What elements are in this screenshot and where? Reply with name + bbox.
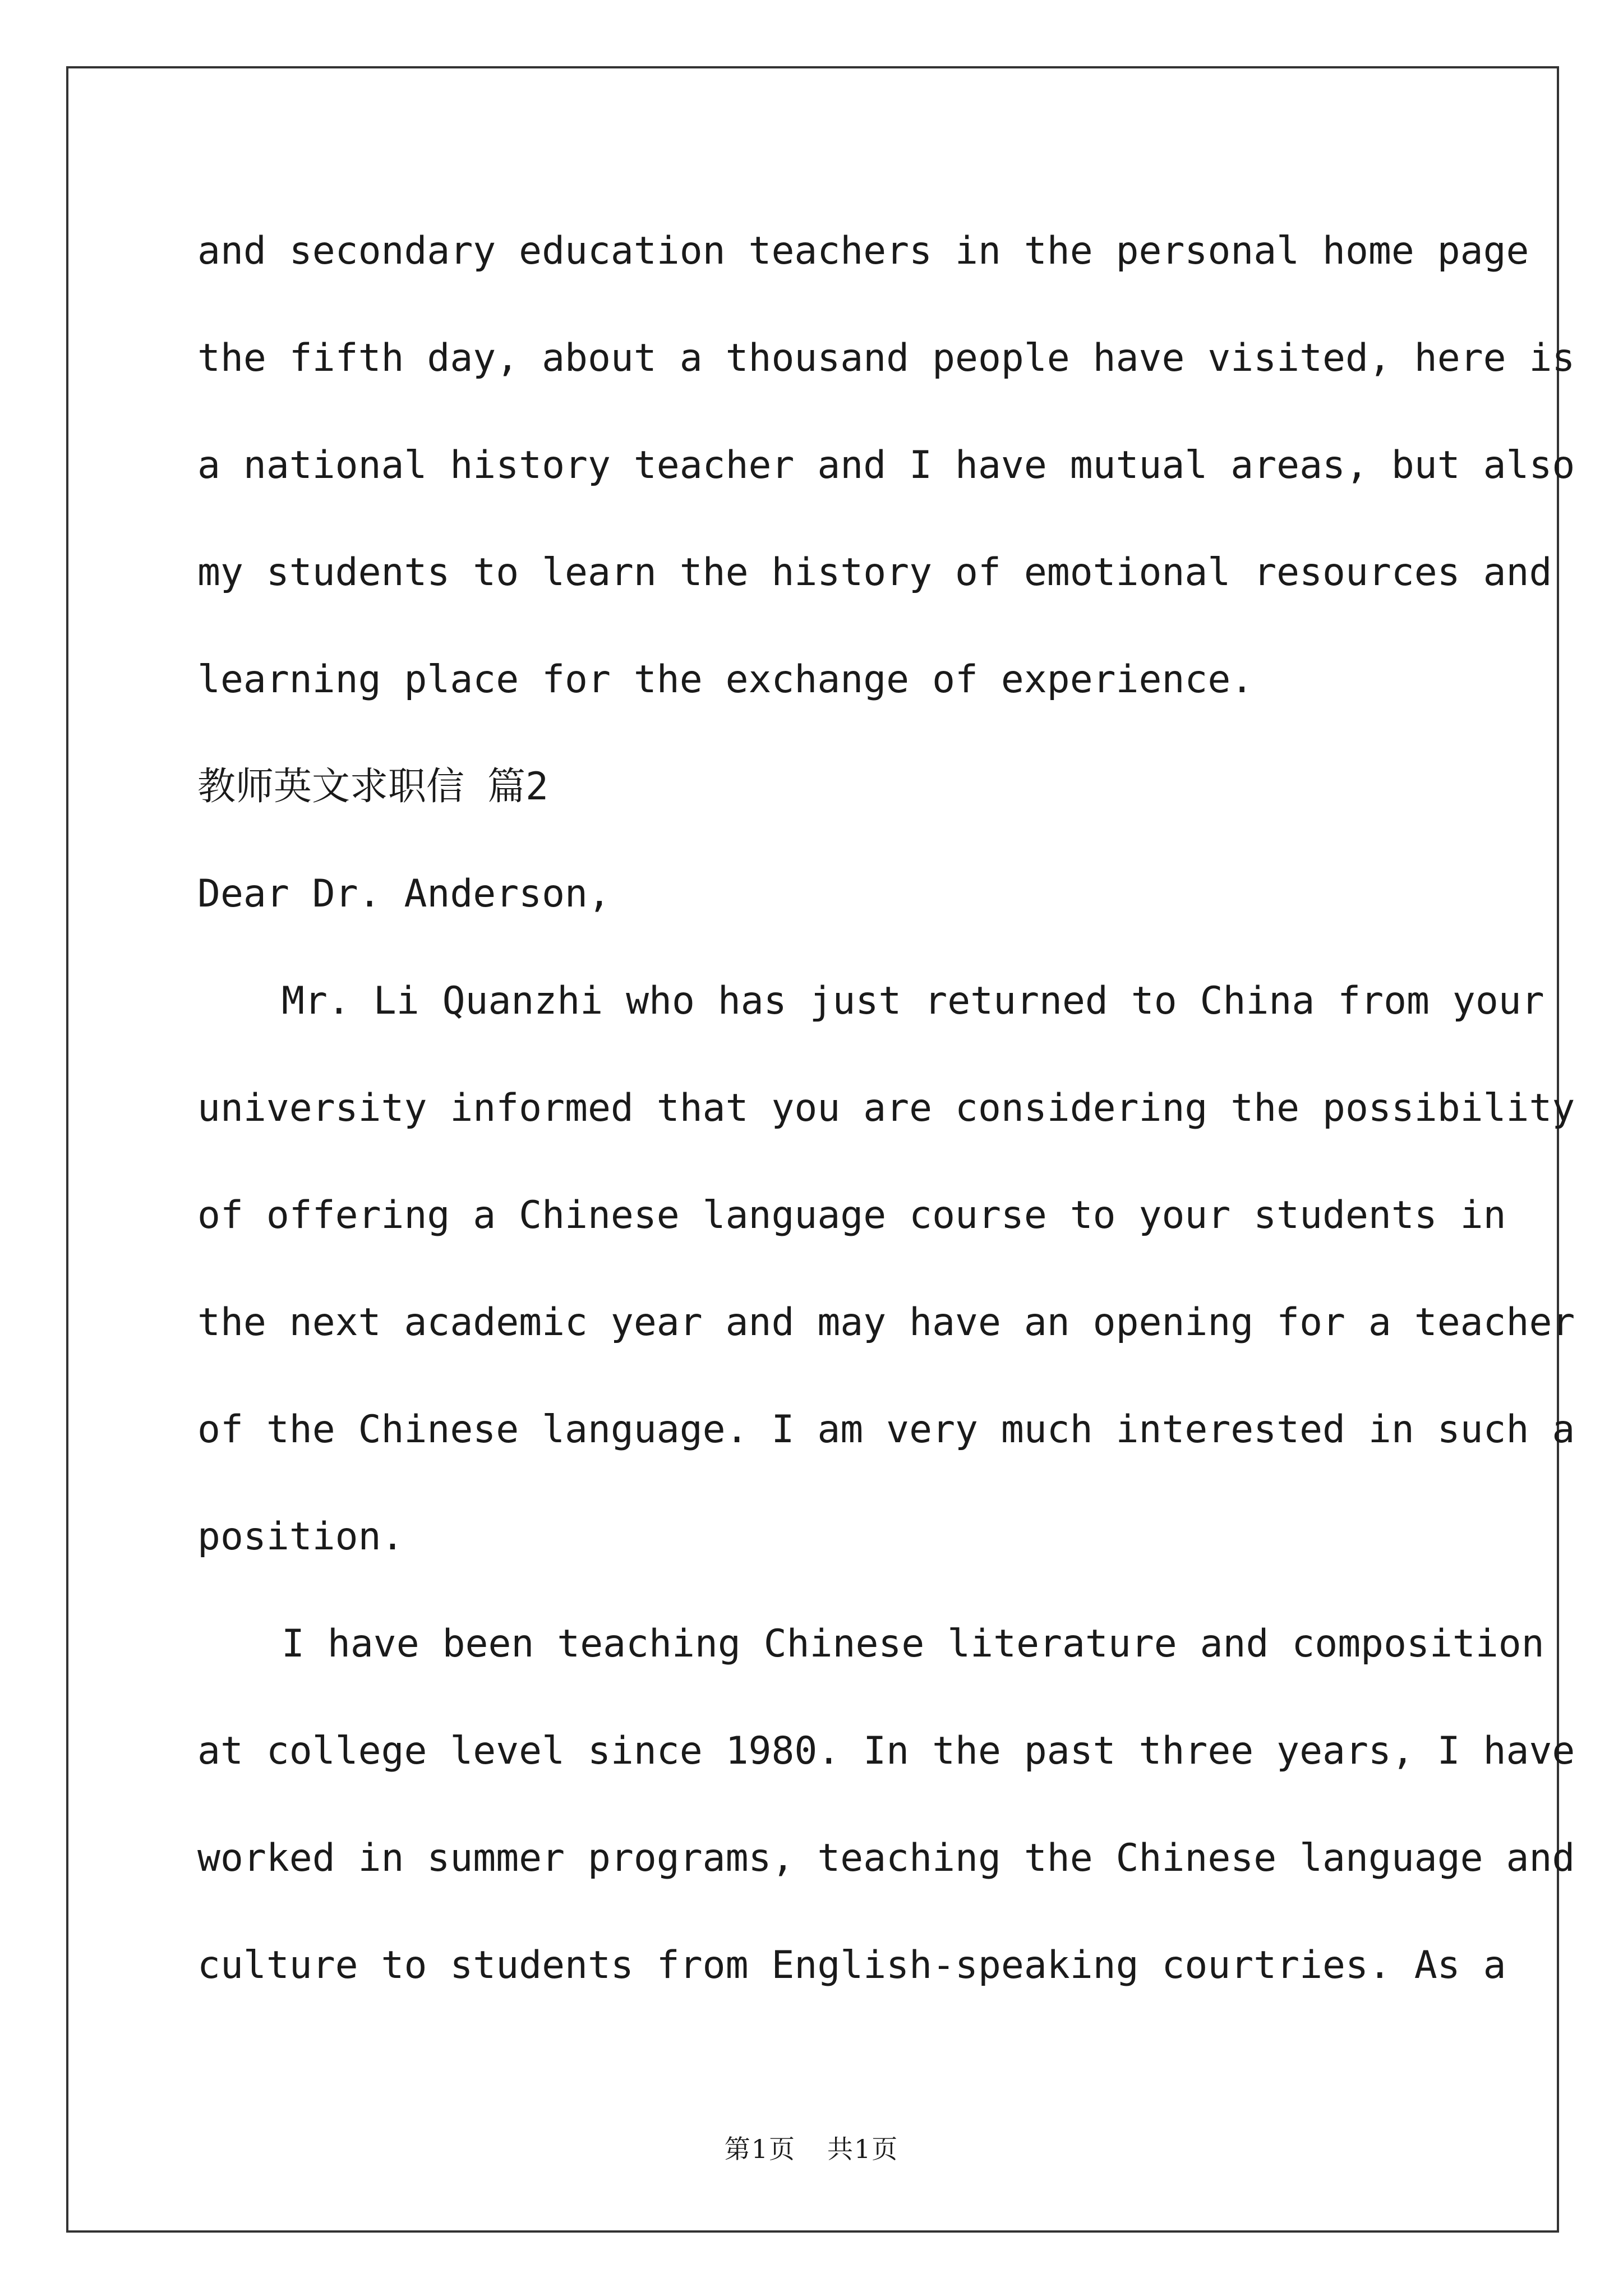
body-line: worked in summer programs, teaching the Chinese language and bbox=[197, 1836, 1575, 1880]
page-footer bbox=[0, 2129, 1623, 2166]
page-number-current: 第1页 bbox=[724, 2134, 796, 2164]
document-body bbox=[197, 218, 1575, 2039]
body-line: my students to learn the history of emotional resources and bbox=[197, 550, 1552, 595]
salutation: Dear Dr. Anderson, bbox=[197, 872, 611, 916]
paragraph-first-line: Mr. Li Quanzhi who has just returned to China from your bbox=[282, 979, 1544, 1023]
body-line: the fifth day, about a thousand people have visited, here is bbox=[197, 336, 1575, 380]
body-line: university informed that you are considering the possibility bbox=[197, 1086, 1575, 1130]
body-line: learning place for the exchange of experience. bbox=[197, 657, 1254, 702]
body-line: a national history teacher and I have mutual areas, but also bbox=[197, 443, 1575, 487]
body-line: the next academic year and may have an opening for a teacher bbox=[197, 1300, 1575, 1345]
body-line: of the Chinese language. I am very much interested in such a bbox=[197, 1407, 1575, 1452]
body-line: and secondary education teachers in the personal home page bbox=[197, 229, 1529, 273]
paragraph-first-line: I have been teaching Chinese literature and composition bbox=[282, 1622, 1544, 1666]
body-line: culture to students from English-speaking courtries. As a bbox=[197, 1943, 1506, 1987]
body-line: position. bbox=[197, 1515, 404, 1559]
page-number-total: 共1页 bbox=[827, 2134, 899, 2164]
section-heading: 教师英文求职信 篇2 bbox=[197, 765, 548, 809]
body-line: of offering a Chinese language course to your students in bbox=[197, 1193, 1506, 1237]
body-line: at college level since 1980. In the past three years, I have bbox=[197, 1729, 1575, 1773]
